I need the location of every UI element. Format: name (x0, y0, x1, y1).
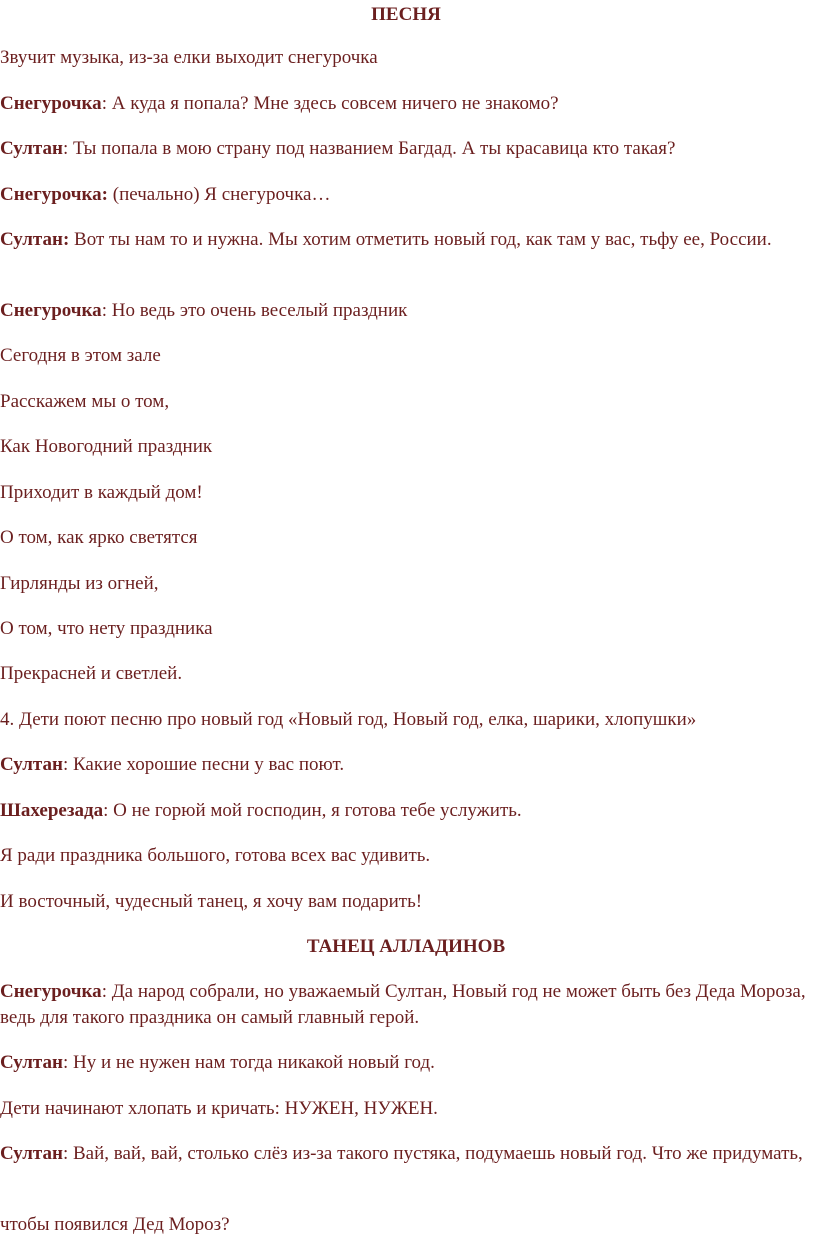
line: Снегурочка: Да народ собрали, но уважаемый Султан, Новый год не может быть без Деда Мороза, ведь для такого праздника он самый главный герой. (0, 981, 806, 1028)
line: Гирлянды из огней, (0, 573, 159, 594)
line: чтобы появился Дед Мороз? (0, 1214, 230, 1235)
heading-dance: ТАНЕЦ АЛЛАДИНОВ (306, 936, 506, 957)
line: Шахерезада: О не горюй мой господин, я готова тебе услужить. (0, 800, 522, 821)
line: Султан: Ну и не нужен нам тогда никакой новый год. (0, 1052, 435, 1073)
speaker-name: Снегурочка (0, 981, 102, 1002)
line: Приходит в каждый дом! (0, 482, 203, 503)
line: Прекрасней и светлей. (0, 663, 183, 684)
line: И восточный, чудесный танец, я хочу вам подарить! (0, 891, 423, 912)
speaker-name: Снегурочка: (0, 184, 109, 205)
speaker-name: Султан: (0, 229, 70, 250)
line: Султан: Вот ты нам то и нужна. Мы хотим отметить новый год, как там у вас, тьфу ее, России. (0, 229, 772, 250)
line: Дети начинают хлопать и кричать: НУЖЕН, НУЖЕН. (0, 1098, 438, 1119)
line: Султан: Ты попала в мою страну под названием Багдад. А ты красавица кто такая? (0, 138, 676, 159)
speaker-name: Снегурочка (0, 300, 102, 321)
line: Султан: Какие хорошие песни у вас поют. (0, 754, 345, 775)
line: Снегурочка: (печально) Я снегурочка… (0, 184, 331, 205)
line: 4. Дети поют песню про новый год «Новый год, Новый год, елка, шарики, хлопушки» (0, 709, 697, 730)
line: Снегурочка: Но ведь это очень веселый праздник (0, 300, 408, 321)
line: Султан: Вай, вай, вай, столько слёз из-за такого пустяка, подумаешь новый год. Что же придумать, (0, 1143, 803, 1164)
line: Расскажем мы о том, (0, 391, 170, 412)
heading-song: ПЕСНЯ (371, 4, 441, 25)
line: Снегурочка: А куда я попала? Мне здесь совсем ничего не знакомо? (0, 93, 559, 114)
speaker-name: Шахерезада (0, 800, 104, 821)
line: О том, как ярко светятся (0, 527, 198, 548)
line: Сегодня в этом зале (0, 345, 161, 366)
speaker-name: Султан (0, 754, 63, 775)
speaker-name: Султан (0, 1052, 63, 1073)
line: О том, что нету праздника (0, 618, 213, 639)
speaker-name: Снегурочка (0, 93, 102, 114)
line: Я ради праздника большого, готова всех вас удивить. (0, 845, 431, 866)
speaker-name: Султан (0, 1143, 63, 1164)
speaker-name: Султан (0, 138, 63, 159)
line: Звучит музыка, из-за елки выходит снегурочка (0, 47, 378, 68)
line: Как Новогодний праздник (0, 436, 213, 457)
